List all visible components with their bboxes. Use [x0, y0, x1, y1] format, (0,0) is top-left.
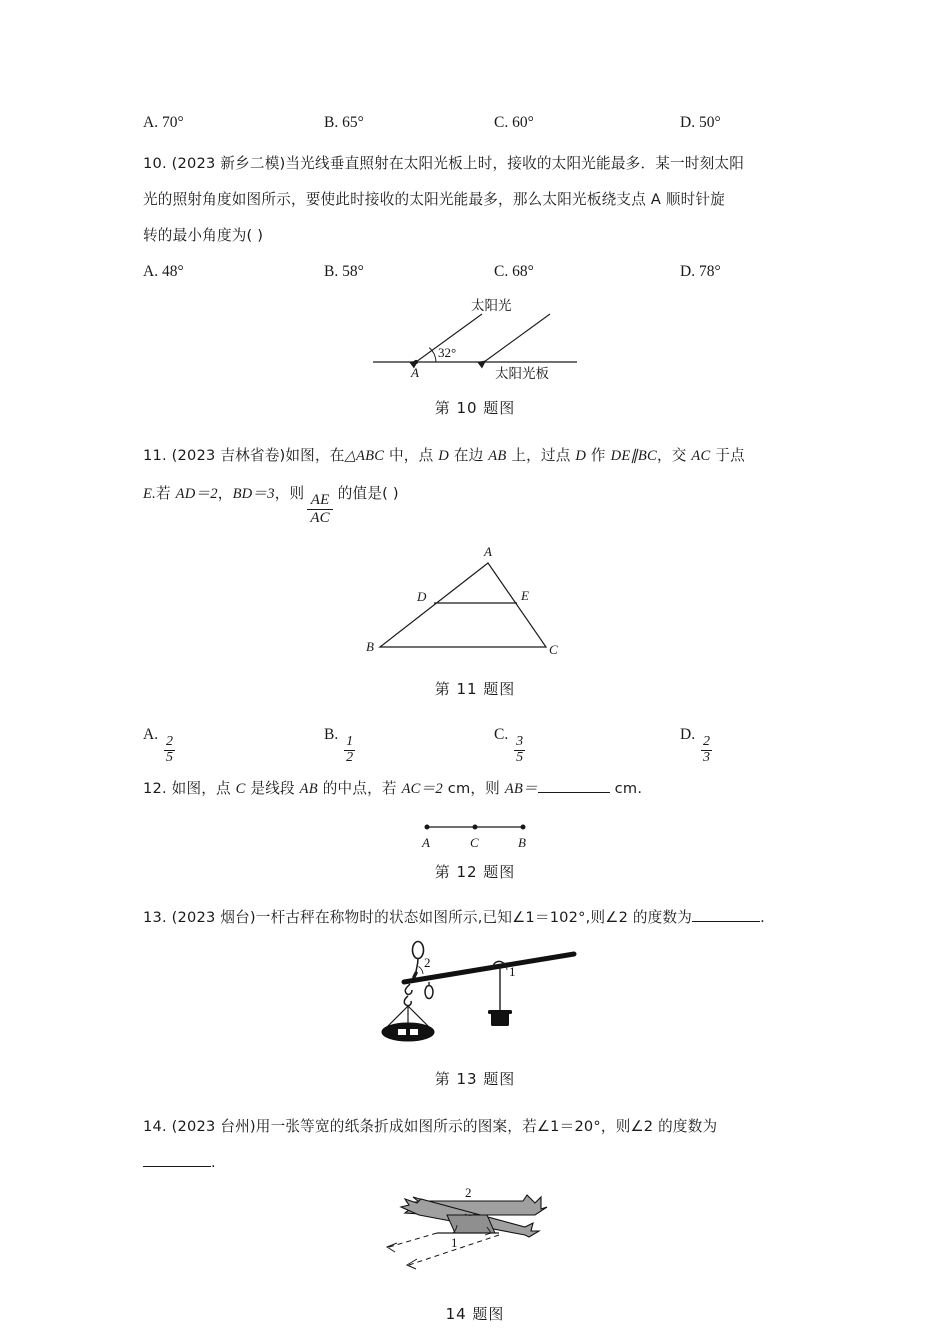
q11-line1-pre: 11. (2023 吉林省卷)如图，在: [143, 447, 345, 464]
q12-text-cm: cm，则: [442, 779, 505, 797]
q12-segment-ab: AB: [299, 780, 318, 797]
vertex-label-a: A: [411, 365, 419, 380]
q14-text-line2: [143, 1145, 807, 1181]
q11-option-b[interactable]: [324, 709, 357, 766]
q11-text-line1: [143, 438, 807, 474]
angle-2-arc: [419, 966, 424, 974]
q13-caption: 第 13 题图: [434, 1069, 516, 1088]
hanging-weight: [491, 1012, 509, 1026]
q11-option-a-num: 2: [165, 734, 173, 750]
hanging-weight-cap: [488, 1010, 512, 1014]
q10-options-row: [143, 257, 807, 287]
dashed-arrow-upper: [387, 1243, 397, 1252]
q11-options-row: [143, 709, 807, 765]
q10-option-d[interactable]: D. 78°: [680, 263, 721, 280]
q10-text-line3: 转的最小角度为( ): [143, 227, 264, 244]
q11-caption: 第 11 题图: [434, 679, 516, 698]
paper-overlap-region: [447, 1215, 495, 1233]
q14-text-tail: .: [211, 1153, 216, 1171]
lower-hook-icon: [404, 996, 411, 1006]
q9-option-b[interactable]: B. 65°: [324, 114, 364, 131]
lifting-loop-icon: [413, 941, 424, 958]
q11-de-parallel-bc: DE∥BC: [610, 448, 657, 464]
q11-option-c-den: 5: [516, 749, 524, 765]
q11-option-d-den: 3: [702, 749, 710, 765]
q10-option-c[interactable]: C. 68°: [494, 263, 534, 280]
q10-text-line2: 光的照射角度如图所示，要使此时接收的太阳光能最多，那么太阳光板绕支点 A 顺时针旋: [143, 191, 726, 208]
q13-text-tail: .: [760, 908, 765, 926]
q11-line1-mid5: ，交: [656, 447, 692, 464]
angle-2-label: 2: [424, 954, 431, 970]
angle-1-label: 1: [451, 1234, 458, 1250]
point-c-dot: [473, 824, 478, 829]
q14-figure: [143, 1185, 807, 1324]
dashed-line-upper: [389, 1233, 437, 1247]
point-b-dot: [521, 824, 526, 829]
label-d: D: [417, 588, 427, 604]
q9-option-d[interactable]: D. 50°: [680, 114, 721, 131]
q11-point-d2: D: [575, 448, 587, 464]
q11-side-ac: AC: [691, 448, 711, 464]
q11-line2-sep: ，: [217, 485, 233, 502]
q11-option-c-fraction: [514, 735, 525, 765]
sunlight-label: 太阳光: [471, 298, 512, 314]
q10-caption: 第 10 题图: [434, 399, 516, 417]
q11-side-ab: AB: [488, 448, 507, 464]
beam-pivot-knot: [414, 973, 416, 977]
q11-figure: [143, 541, 807, 699]
q11-ad-value: AD＝2: [175, 486, 218, 502]
q11-ratio-fraction: [307, 492, 333, 527]
q12-ab-answer-label: AB＝: [504, 780, 538, 797]
q9-option-c[interactable]: C. 60°: [494, 114, 534, 131]
q12-ac-value: AC＝2: [401, 780, 443, 797]
label-c: C: [470, 834, 479, 850]
q10-text-line1: 10. (2023 新乡二模)当光线垂直照射在太阳光板上时，接收的太阳光能最多．某一时刻太阳: [143, 155, 744, 172]
q10-diagram-svg: [345, 299, 605, 381]
q11-option-c-tag: C.: [494, 725, 509, 743]
q9-option-a[interactable]: A. 70°: [143, 114, 184, 131]
q11-diagram-svg: [360, 541, 590, 666]
q13-text: [143, 900, 807, 936]
q12-point-c: C: [235, 780, 246, 797]
q11-option-d-tag: D.: [680, 725, 696, 743]
angle-2-label: 2: [465, 1184, 472, 1200]
q11-option-b-num: 1: [346, 734, 354, 750]
q12-figure: [143, 815, 807, 882]
q11-ratio-denominator: AC: [307, 509, 333, 527]
q11-line1-end: 于点: [710, 447, 745, 464]
weighing-pan: [382, 1023, 434, 1041]
q11-line1-mid4: 作: [586, 447, 611, 464]
label-a: A: [422, 834, 430, 850]
q11-option-a-tag: A.: [143, 725, 159, 743]
pan-item-right: [410, 1029, 418, 1035]
q12-text: [143, 771, 807, 807]
q9-options-row: [143, 108, 807, 138]
angle-label-32: 32°: [438, 345, 457, 360]
triangle-abc: [380, 563, 546, 647]
sun-ray-right: [484, 314, 550, 362]
q11-point-e: E.: [143, 486, 156, 502]
q12-diagram-svg: [400, 815, 550, 855]
q11-option-b-tag: B.: [324, 725, 339, 743]
q10-option-a[interactable]: A. 48°: [143, 263, 184, 280]
q14-text-line1: 14. (2023 台州)用一张等宽的纸条折成如图所示的图案，若∠1＝20°，则∠2 的度数为: [143, 1117, 718, 1135]
q10-option-b[interactable]: B. 58°: [324, 263, 364, 280]
q11-option-c-num: 3: [516, 734, 524, 750]
q11-line1-mid3: 上，过点: [506, 447, 576, 464]
vertex-point-a: [414, 360, 418, 364]
q10-figure: [143, 299, 807, 418]
q13-diagram-svg: [360, 940, 590, 1060]
q11-line1-mid: 中，点: [384, 447, 439, 464]
q11-ratio-numerator: AE: [310, 492, 330, 509]
q13-text-body: 13. (2023 烟台)一杆古秤在称物时的状态如图所示,已知∠1＝102°,则∠2 的度数为: [143, 908, 693, 926]
lifting-cord: [416, 958, 418, 973]
q11-option-c[interactable]: [494, 709, 527, 766]
q12-text-mid2: 的中点，若: [317, 779, 402, 797]
small-ring-icon: [425, 985, 433, 998]
q11-option-a-den: 5: [165, 749, 173, 765]
angle-1-label: 1: [509, 963, 516, 979]
q11-option-b-den: 2: [346, 749, 354, 765]
q11-text-line2: [143, 474, 807, 527]
pan-hook-icon: [405, 984, 412, 994]
q12-text-unit: cm.: [609, 779, 643, 797]
q11-bd-value: BD＝3: [232, 486, 275, 502]
q11-option-a[interactable]: [143, 709, 177, 766]
solar-panel-label: 太阳光板: [495, 366, 549, 382]
q11-option-d[interactable]: [680, 709, 714, 766]
q14-caption: 14 题图: [445, 1304, 505, 1323]
q13-figure: [143, 940, 807, 1089]
q12-caption: 第 12 题图: [434, 862, 516, 881]
q11-option-d-fraction: [701, 735, 712, 765]
q11-option-b-fraction: [344, 735, 355, 765]
label-a: A: [484, 543, 492, 559]
q11-line2-then: ，则: [274, 485, 305, 502]
q11-option-d-num: 2: [702, 734, 710, 750]
label-b: B: [518, 834, 526, 850]
q11-option-a-fraction: [164, 735, 175, 765]
q11-line1-mid2: 在边: [448, 447, 489, 464]
point-a-dot: [425, 824, 430, 829]
label-e: E: [521, 587, 529, 603]
q13-answer-blank[interactable]: [692, 907, 760, 922]
pan-item-left: [398, 1029, 406, 1035]
q11-triangle-abc: △ABC: [344, 448, 385, 464]
q12-text-mid: 是线段: [245, 779, 300, 797]
q12-text-pre: 12. 如图，点: [143, 779, 236, 797]
q14-diagram-svg: [375, 1185, 575, 1293]
q11-line2-pre: 若: [155, 485, 176, 502]
q11-point-d: D: [438, 448, 449, 464]
worksheet-content: [143, 108, 807, 1324]
q12-answer-blank[interactable]: [538, 778, 610, 793]
label-c: C: [549, 641, 558, 657]
q11-line2-end: 的值是( ): [332, 485, 399, 502]
q14-answer-blank[interactable]: [143, 1152, 211, 1167]
label-b: B: [366, 638, 374, 654]
